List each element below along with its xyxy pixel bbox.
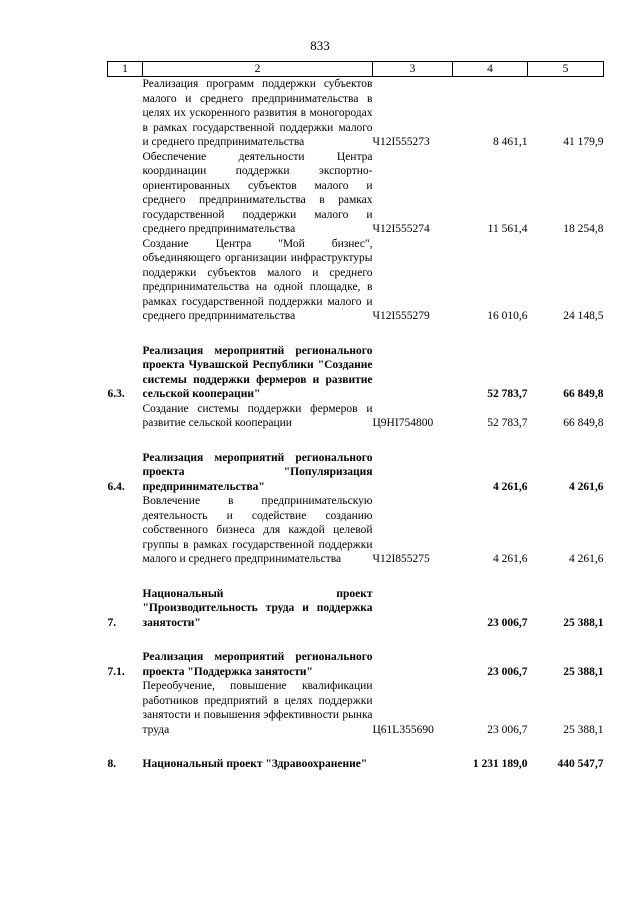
row-value-col5: 440 547,7	[557, 758, 604, 770]
row-number	[108, 494, 143, 567]
row-value-col4: 23 006,7	[487, 723, 528, 736]
row-value-col5: 25 388,1	[563, 616, 604, 629]
row-name: Реализация мероприятий регионального проекта "Поддержка занятости"	[142, 651, 373, 678]
row-value-col4: 4 261,6	[493, 553, 528, 565]
row-code: Ц9НI754800	[372, 417, 434, 429]
row-value-col4: 23 006,7	[487, 616, 528, 629]
row-code	[373, 451, 453, 495]
row-value-col4: 1 231 189,0	[472, 758, 528, 770]
row-value-col4: 52 783,7	[487, 417, 528, 429]
row-code: Ч12I555279	[372, 310, 430, 322]
row-name: Обеспечение деятельности Центра координации поддержки экспортно-ориентированных субъектов малого и среднего предпринимательства в рамках государственной поддержки малого и среднего предпринимательства	[142, 150, 373, 235]
row-name: Реализация мероприятий регионального проекта "Популяризация предпринимательства"	[142, 451, 373, 493]
table-row	[108, 402, 604, 431]
row-number: 7.1.	[107, 665, 125, 678]
row-value-col4: 23 006,7	[487, 665, 528, 678]
row-value-col5: 25 388,1	[563, 665, 604, 678]
row-value-col4: 16 010,6	[487, 310, 528, 322]
table-row	[108, 150, 604, 237]
row-code: Ч12I555273	[372, 136, 430, 148]
row-number	[108, 77, 143, 150]
row-number: 8.	[107, 758, 117, 770]
row-value-col5: 18 254,8	[563, 223, 604, 235]
header-col-5: 5	[528, 62, 604, 77]
row-name: Национальный проект "Здравоохранение"	[142, 758, 368, 770]
row-number: 7.	[107, 616, 117, 629]
row-code: Ц61L355690	[372, 723, 434, 736]
table-row-section	[108, 451, 604, 495]
row-code: Ч12I555274	[372, 223, 430, 235]
header-col-1: 1	[108, 62, 143, 77]
row-value-col4: 52 783,7	[487, 388, 528, 400]
row-name: Создание Центра "Мой бизнес", объединяющего организации инфраструктуры поддержки субъектов малого и среднего предпринимательства на одной площадке, в рамках государственной поддержки малого и среднего предпринимательства	[142, 237, 373, 322]
row-value-col5: 41 179,9	[563, 136, 604, 148]
budget-table	[107, 61, 604, 772]
row-code	[373, 757, 453, 772]
table-row	[108, 77, 604, 150]
table-row	[108, 494, 604, 567]
page-number: 833	[310, 38, 330, 53]
row-number	[108, 679, 143, 737]
header-col-2: 2	[143, 62, 373, 77]
row-value-col4: 8 461,1	[493, 136, 528, 148]
header-col-3: 3	[373, 62, 453, 77]
row-number: 6.3.	[107, 388, 125, 400]
row-code	[373, 344, 453, 402]
row-value-col4: 11 561,4	[487, 223, 528, 235]
row-name: Создание системы поддержки фермеров и развитие сельской кооперации	[142, 402, 373, 429]
row-code: Ч12I855275	[372, 553, 430, 565]
row-value-col5: 66 849,8	[563, 388, 604, 400]
row-code	[373, 650, 453, 679]
row-value-col5: 4 261,6	[569, 553, 604, 565]
row-value-col5: 4 261,6	[569, 480, 604, 493]
table-row	[108, 679, 604, 737]
row-name: Национальный проект "Производительность труда и поддержка занятости"	[142, 587, 373, 629]
row-value-col5: 25 388,1	[563, 723, 604, 736]
row-name: Реализация мероприятий регионального проекта Чувашской Республики "Создание системы поддержки фермеров и развитие сельской кооперации"	[142, 344, 373, 400]
row-name: Переобучение, повышение квалификации работников предприятий в целях поддержки занятости и повышения эффективности рынка труда	[142, 680, 373, 736]
row-name: Вовлечение в предпринимательскую деятельность и содействие созданию собственного бизнеса для каждой целевой группы в рамках государственной поддержки малого и среднего предпринимательства	[142, 495, 373, 565]
row-code	[373, 587, 453, 631]
row-number	[108, 150, 143, 237]
table-header-row	[108, 62, 604, 77]
table-row	[108, 237, 604, 324]
row-number	[108, 237, 143, 324]
table-row-section	[108, 650, 604, 679]
row-value-col5: 66 849,8	[563, 417, 604, 429]
row-name: Реализация программ поддержки субъектов малого и среднего предпринимательства в целях их ускоренного развития в моногородах в рамках государственной поддержки малого и среднего предпринимательства	[142, 78, 373, 148]
table-row-section	[108, 587, 604, 631]
row-number: 6.4.	[107, 480, 125, 493]
row-value-col4: 4 261,6	[493, 480, 528, 493]
header-col-4: 4	[453, 62, 528, 77]
table-row-section	[108, 757, 604, 772]
row-value-col5: 24 148,5	[563, 310, 604, 322]
table-row-section	[108, 344, 604, 402]
row-number	[108, 402, 143, 431]
